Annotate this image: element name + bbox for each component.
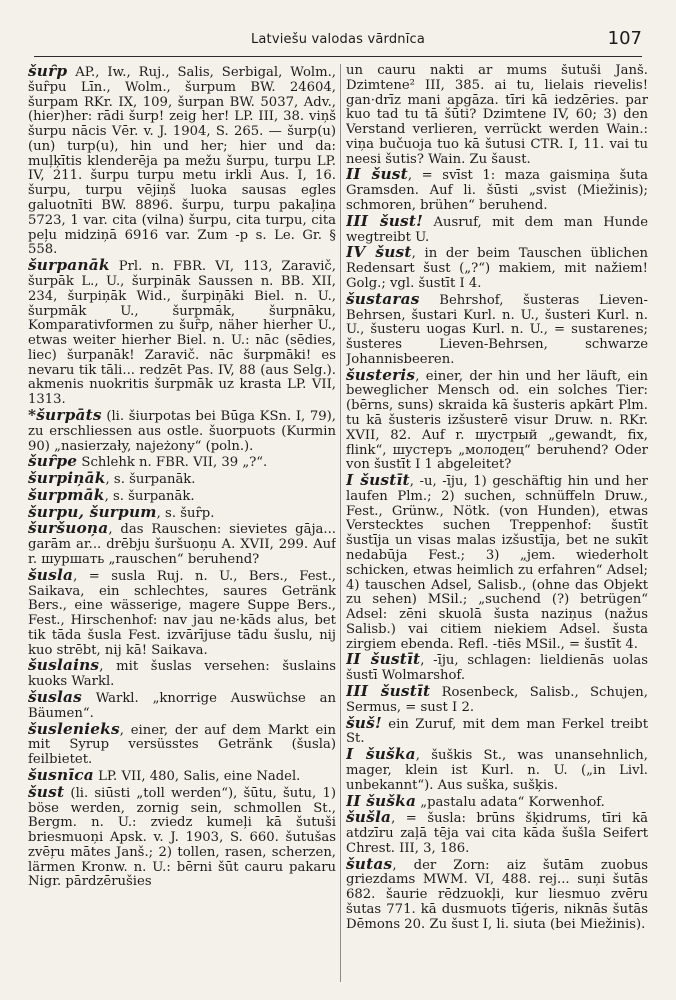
entry-text: (li. šiurpotas bei Būga KSn. I, 79), zu erschliessen aus ostle. šuorpuots (Kurmin 90) „nasierzały, najeżony“ (poln.). [28,408,336,454]
entry-text: , das Rauschen: sievietes gāja... garām ar... drēbju šuršuoņu A. XVII, 299. Auf r. шуршать „rauschen“ beruhend? [28,522,336,567]
entry-text: AP., Iw., Ruj., Salis, Serbigal, Wolm., šuȓpu Līn., Wolm., šurpum BW. 24604, šurpam RKr. IX, 109, šurpan BW. 5037, Adv., (hier)her: rādi šurp! zeig her! LP. III, 38. viņš šurpu nācis Vēr. v. J. 1904, S. 265. — šurp(u) (un) turp(u), hin und her; hier und da: muļķītis klenderēja pa mežu šurpu, turpu LP. IV, 211. šurpu turpu metu irkli Aus. I, 16. šurpu, turpu vējiņš luoka sausas egles galuotnīti BW. 8896. šurpu, turpu pakaļiņa 5723, 1 var. cita (vilna) šurpu, cita turpu, cita peļu midziņā 6916 var. Zum -p s. Le. Gr. § 558. [28,65,336,258]
entry-headword: šuȓpe [28,452,78,471]
entry-headword: šusnīca [28,765,94,784]
dictionary-entry [28,719,336,768]
dictionary-entry [346,652,648,684]
entry-text: , -īju, schlagen: lieldienās uolas šustī Wolmarshof. [346,653,648,684]
dictionary-entry [346,854,648,933]
dictionary-entry [346,64,648,167]
dictionary-entry [346,684,648,716]
left-column [28,64,336,982]
entry-headword: šutas [346,854,393,873]
entry-headword: I šuška [346,745,416,764]
entry-text: , der Zorn: aiz šutām zuobus griezdams MWM. VI, 488. rej... suņi šutās 682. šaurie rēdzuokļi, kur liesmuo zvēru šutas 771. kā dusmuots tīģeris, niknās šutās Dēmons 20. Zu šust I, li. siuta (bei Miežinis). [346,857,648,932]
entry-text: (li. siūsti „toll werden“), šūtu, šutu, 1) böse werden, zornig sein, schmollen St., Bergm. n. U.: zviedz kumeļi kā šutuši briesmuoņi Apsk. v. J. 1903, S. 660. šutušas zvēŗu mātes Janš.; 2) tollen, rasen, scherzen, lärmen Kronw. n. U.: bērni šūt cauru pakaru Nigr. pārdzērušies [28,785,336,890]
entry-headword: II šuška [346,791,417,810]
entry-text: ein Zuruf, mit dem man Ferkel treibt St. [346,716,648,747]
dictionary-entry [346,289,648,368]
entry-text: LP. VII, 480, Salis, eine Nadel. [93,768,301,784]
dictionary-entry [28,658,336,690]
entry-headword: šust [28,782,65,801]
dictionary-entry [346,747,648,793]
entry-text: Schlehk n. FBR. VII, 39 „?“. [77,455,268,471]
dictionary-entry [28,64,336,258]
column-divider [340,64,341,982]
entry-headword: III šustīt [346,682,431,701]
entry-text: , = svīst 1: maza gaismiņa šuta Gramsden. Auf li. šūsti „svist (Miežinis); schmoren, brühen“ beruhend. [346,168,648,214]
dictionary-entry [28,405,336,454]
entry-text: , mit šuslas versehen: šuslains kuoks Warkl. [28,659,336,690]
entry-text: „pastalu adata“ Korwenhof. [416,794,605,810]
entry-headword: II šustīt [346,650,421,669]
entry-headword: *šurpāts [28,405,102,424]
entry-headword: II šust [346,165,408,184]
dictionary-entry [346,473,648,652]
entry-text: , = šusla: brūns šķidrums, tīri kā atdzīru zaļā tēja vai cita kāda šušla Seifert Chrest. III, 3, 186. [346,811,648,856]
entry-text: , s. šurpanāk. [105,472,196,488]
dictionary-entry [346,167,648,213]
dictionary-entry [28,565,336,659]
dictionary-entry [28,258,336,408]
entry-text: , einer, der auf dem Markt ein mit Syrup versüsstes Getränk (šusla) feilbietet. [28,722,336,768]
entry-headword: šuršuoņa [28,519,109,538]
entry-headword: šuslenieks [28,719,120,738]
header-rule [34,56,642,57]
dictionary-entry [28,690,336,722]
dictionary-entry [28,765,336,785]
entry-headword: šuslains [28,656,100,675]
right-column [346,64,648,982]
entry-text: , einer, der hin und her läuft, ein beweglicher Mensch od. ein solches Tier: (bērns, suns) skraida kā šusteris apkārt Plm. tu kā šusteris izšusterē visur Druw. n. RKr. XVII, 82. Auf r. шустрый „gewandt, fix, flink“, шустеръ „молодец“ beruhend? Oder von šustīt I 1 abgeleitet? [346,368,648,473]
entry-headword: šurpiņāk [28,469,106,488]
entry-text: Prl. n. FBR. VI, 113, Zaravič, šurpāk L., U., šurpināk Saussen n. BB. XII, 234, šurpiņāk Wid., šurpiņāki Biel. n. U., šurpmāk U., šurpmāk, šurpnāku, Komparativformen zu šuȓp, näher hierher U., etwas weiter hierher Biel. n. U.: nāc (sēdies, liec) šurpanāk! Zaravič. nāc šurpmāki! es nevaru tik tāli... redzēt Pas. IV, 88 (aus Selg.). akmenis nuokritis šurpmāk uz krasta LP. VII, 1313. [28,259,336,408]
entry-headword: šuslas [28,688,82,707]
dictionary-entry [346,810,648,856]
page-number: 107 [607,28,642,49]
dictionary-entry [346,245,648,291]
entry-text: , s. šurpanāk. [104,488,195,504]
entry-headword: šušla [346,808,392,827]
entry-headword: šurpanāk [28,256,110,275]
entry-text: Rosenbeck, Salisb., Schujen, Sermus, = sust I 2. [346,685,648,715]
entry-text: , = susla Ruj. n. U., Bers., Fest., Saikava, ein schlechtes, saures Getränk Bers., eine wässerige, magere Suppe Bers., Fest., Hirschenhof: nav jau ne·kāds alus, bet tik tāda šusla Fest. izvārījuse tādu šuslu, nij kuo strēbt, nij kā! Saikava. [28,568,336,658]
dictionary-entry [346,791,648,811]
dictionary-entry [28,782,336,890]
dictionary-entry [28,521,336,567]
entry-text: , s. šuȓp. [156,505,215,521]
entry-text: , in der beim Tauschen üblichen Redensart šust („?“) makiem, mit nažiem! Golg.; vgl. šustīt I 4. [346,246,648,291]
entry-headword: I šustīt [346,471,410,490]
dictionary-entry [346,211,648,246]
entry-headword: šurpmāk [28,485,105,504]
entry-headword: šusla [28,565,74,584]
entry-headword: šuȓp [28,64,68,80]
entry-headword: šurpu, šurpum [28,502,157,521]
entry-text: Ausruf, mit dem man Hunde wegtreibt U. [346,214,648,245]
entry-headword: III šust! [346,211,424,230]
running-title: Latviešu valodas vārdnīca [250,32,426,47]
entry-text: Warkl. „knorrige Auswüchse an Bäumen“. [28,691,336,721]
entry-headword: IV šust [346,243,412,262]
page-header [34,24,642,54]
entry-headword: šustaras [346,289,420,308]
entry-text: , -u, -īju, 1) geschäftig hin und her laufen Plm.; 2) suchen, schnüffeln Druw., Fest., Grünw., Nötk. (von Hunden), etwas Verstecktes suchen Treppenhof: šustīt šustīja un visas malas izšustīja, bet ne sukīt nedabūja Fest.; 3) „jem. wiederholt schicken, etwas heimlich zu erfahren“ Adsel; 4) tauschen Adsel, Salisb., (ohne das Objekt zu sehen) MSil.; „suchend (?) betrügen“ Adsel: zēni skuolā šusta naziņus (nažus Salisb.) vai citiem niekiem Adsel. šusta zirgiem ebenda. Refl. -tiēs MSil., = šustīt 4. [346,474,648,652]
entry-text: , šuškis St., was unansehnlich, mager, klein ist Kurl. n. U. („in Livl. unbekannt“). Aus suška, sušķis. [346,748,648,793]
entry-headword: šusteris [346,365,416,384]
entry-text: un cauru nakti ar mums šutuši Janš. Dzimtene² III, 385. ai tu, lielais rievelis! gan·drīz mani apgāza. tīri kā iedzēries. par kuo tad tu tā šūti? Dzimtene IV, 60; 3) den Verstand verlieren, verrückt werden Wain.: viņa bučuoja tuo kā šutusi CTR. I, 11. vai tu neesi šutis? Wain. Zu šaust. [346,64,648,167]
entry-headword: šuš! [346,713,382,732]
dictionary-entry [346,713,648,748]
entry-text: Behrshof, šusteras Lieven-Behrsen, šustari Kurl. n. U., šusteri Kurl. n. U., šusteru uogas Kurl. n. U., = sustarenes; šusteres Lieven-Behrsen, schwarze Johannisbeeren. [346,292,648,367]
dictionary-entry [346,365,648,473]
